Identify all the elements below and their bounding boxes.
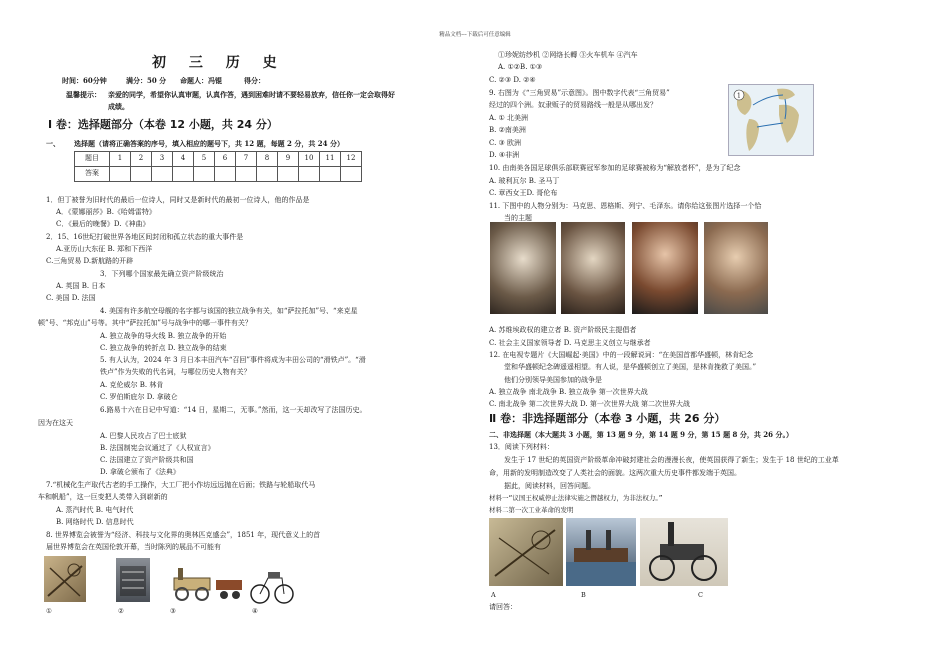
- question-line: 顿”号、“邦克山”号等。其中“萨拉托加”号与战争中的哪一事件有关？: [38, 319, 252, 327]
- question-line: A. ① 北美洲: [489, 114, 529, 122]
- q13-label: 13．阅读下列材料：: [489, 443, 554, 451]
- question-line: A. 独立战争的导火线 B. 独立战争的开始: [100, 332, 227, 340]
- q13-para-2: 命，用新的发明制造改变了人类社会的面貌。这两次重大历史事件都发端于英国。: [489, 469, 741, 477]
- question-line: C. 美国 D. 法国: [46, 294, 96, 302]
- question-line: A. 苏维埃政权的建立者 B. 资产阶级民主提倡者: [489, 326, 637, 334]
- answer-cell[interactable]: [194, 167, 215, 182]
- question-line: C. ②③ D. ②④: [489, 76, 536, 84]
- question-line: 1．但丁被誉为旧时代的最后一位诗人，同时又是新时代的最初一位诗人，他的作品是: [46, 196, 310, 204]
- answer-cell[interactable]: [341, 167, 362, 182]
- tip-label: 温馨提示：: [66, 90, 101, 99]
- answer-cell[interactable]: [110, 167, 131, 182]
- answer-cell[interactable]: [299, 167, 320, 182]
- mao-portrait: [704, 222, 768, 314]
- invention-b-image: [566, 518, 636, 586]
- image-label: ③: [170, 607, 176, 615]
- question-line: A. 独立战争 南北战争 B. 独立战争 第一次世界大战: [489, 388, 648, 396]
- answer-num: 6: [215, 152, 236, 167]
- marx-portrait: [490, 222, 556, 314]
- question-line: A. 英国 B. 日本: [56, 282, 106, 290]
- part1-sub-text: 选择题（请将正确答案的序号，填入相应的题号下，共 12 题，每题 2 分，共 24 分）: [74, 139, 344, 148]
- question-line: 11. 下图中的人物分别为：马克思、恩格斯、列宁、毛泽东。请你给这张图片选择一个恰: [489, 202, 762, 210]
- question-line: 3．下列哪个国家最先确立资产阶级统治: [100, 270, 224, 278]
- answer-table: [74, 151, 362, 182]
- question-line: 7.“机械化生产取代古老的手工操作，大工厂把小作坊远远抛在后面；铁路与轮船取代马: [46, 481, 316, 489]
- question-line: C．《最后的晚餐》D.《神曲》: [56, 220, 150, 228]
- question-line: ①珍妮纺纱机 ②网络长轉 ③火车机车 ④汽车: [498, 51, 638, 59]
- question-line: 6.路易十六在日记中写道：“14 日，星期二，无事。”然而，这一天却改写了法国历史。: [100, 406, 367, 414]
- question-line: 经过的四个洲。奴隶贩子的贸易路线一般是从哪出发？: [489, 101, 657, 109]
- exam-time: 时间：60分钟: [62, 76, 107, 85]
- q13-ask: 请回答：: [489, 603, 517, 611]
- q13-para-3: 据此，阅读材料，回答问题。: [504, 482, 595, 490]
- answer-num: 7: [236, 152, 257, 167]
- engels-portrait: [561, 222, 625, 314]
- question-line: C.三角贸易 D.新航路的开辟: [46, 257, 134, 265]
- answer-cell[interactable]: [152, 167, 173, 182]
- part1-heading: Ⅰ 卷：选择题部分（本卷 12 小题，共 24 分）: [48, 118, 278, 131]
- answer-table-answer-row: [75, 167, 362, 182]
- question-line: B. 网络时代 D. 信息时代: [56, 518, 134, 526]
- question-line: 10. 由南美各国足球俱乐部联赛冠军参加的足球赛被称为“解放者杯”，是为了纪念: [489, 164, 741, 172]
- q13-para-1: 发生于 17 世纪的英国资产阶级革命冲破封建社会的漫漫长夜，使英国获得了新生；发生于 18 世纪的工业革: [504, 456, 839, 464]
- answer-cell[interactable]: [257, 167, 278, 182]
- answer-num: 5: [194, 152, 215, 167]
- invention-label-a: A: [491, 591, 496, 599]
- part2-sub: 二、非选择题（本大题共 3 小题，第 13 题 9 分，第 14 题 9 分，第 15 题 8 分，共 26 分。）: [489, 430, 793, 439]
- answer-num: 3: [152, 152, 173, 167]
- exam-got: 得分：: [244, 76, 265, 85]
- question-line: A．《蒙娜丽莎》B.《哈姆雷特》: [56, 208, 156, 216]
- answer-cell[interactable]: [215, 167, 236, 182]
- tip-text-1: 亲爱的同学，希望你认真审题，认真作答，遇到困难时请不要轻易放弃，信任你一定会取得好: [108, 90, 395, 99]
- answer-table-head: 题目: [75, 152, 110, 167]
- question-line: C. 章西女王D. 哥伦布: [489, 189, 558, 197]
- question-line: 车和帆船”，这一巨变把人类带入到崭新的: [38, 493, 168, 501]
- answer-num: 8: [257, 152, 278, 167]
- invention-c-image: [640, 518, 728, 586]
- answer-num: 4: [173, 152, 194, 167]
- page-title: 初 三 历 史: [152, 55, 286, 71]
- answer-num: 11: [320, 152, 341, 167]
- question-line: D. 拿破仑颁布了《法典》: [100, 468, 180, 476]
- question-line: A.亚历山大东征 B. 郑和下西洋: [56, 245, 153, 253]
- question-line: 2．15、16世纪打破世界各地区间封闭和孤立状态的重大事件是: [46, 233, 244, 241]
- question-line: 9. 右图为《“三角贸易”示意图》。图中数字代表“三角贸易”: [489, 89, 670, 97]
- question-line: 当的主题: [504, 214, 532, 222]
- triangle-trade-map: [728, 84, 814, 156]
- question-line: 因为在这天: [38, 419, 73, 427]
- invention-a-image: [489, 518, 563, 586]
- question-line: A. 玻利瓦尔 B. 圣马丁: [489, 177, 560, 185]
- answer-cell[interactable]: [131, 167, 152, 182]
- image-label: ②: [118, 607, 124, 615]
- question-line: C. 南北战争 第二次世界大战 D. 第一次世界大战 第二次世界大战: [489, 400, 691, 408]
- image-label: ④: [252, 607, 258, 615]
- invention-label-c: C: [698, 591, 703, 599]
- spinning-jenny-image: [44, 556, 86, 602]
- question-line: A. ①②B. ①③: [498, 63, 543, 71]
- question-line: 5. 有人认为，2024 年 3 月日本丰田汽车“召回”事件将成为丰田公司的“滑铁卢”。“滑: [100, 356, 366, 364]
- answer-cell[interactable]: [236, 167, 257, 182]
- exam-author: 命题人：冯锟: [180, 76, 222, 85]
- question-line: A. 巴黎人民攻占了巴士底狱: [100, 432, 187, 440]
- question-line: 8. 世界博览会被誉为“经济、科技与文化界的奥林匹克盛会”，1851 年，现代意义上的首: [46, 531, 321, 539]
- answer-cell[interactable]: [320, 167, 341, 182]
- question-line: B. ②南美洲: [489, 126, 526, 134]
- material-1: 材料一“议国王权威停止法律实施之僭越权力，为非法权力。”: [489, 494, 663, 502]
- question-line: 他们分别领导美国参加的战争是: [504, 376, 602, 384]
- answer-num: 1: [110, 152, 131, 167]
- image-label: ①: [46, 607, 52, 615]
- question-line: C. 法国建立了资产阶级共和国: [100, 456, 194, 464]
- question-line: 铁卢”作为失败的代名词，与哪位历史人物有关？: [100, 368, 251, 376]
- part2-heading: Ⅱ 卷：非选择题部分（本卷 3 小题，共 26 分）: [489, 412, 726, 425]
- question-line: B. 法国制宪会议通过了《人权宣言》: [100, 444, 215, 452]
- question-line: A. 克伦威尔 B. 林肯: [100, 381, 164, 389]
- answer-table-answer-label: 答案: [75, 167, 110, 182]
- question-line: D. ④非洲: [489, 151, 520, 159]
- answer-num: 12: [341, 152, 362, 167]
- question-line: 4. 美国有许多航空母舰的名字都与该国的独立战争有关，如“萨拉托加”号、“来克星: [100, 307, 358, 315]
- lenin-portrait: [632, 222, 698, 314]
- network-image: [116, 558, 150, 602]
- locomotive-image: [168, 566, 248, 602]
- answer-cell[interactable]: [173, 167, 194, 182]
- exam-score: 满分：50 分: [126, 76, 167, 85]
- question-line: 届世界博览会在英国伦敦开幕，当时陈列的展品不可能有: [46, 543, 221, 551]
- svg-text:1: 1: [737, 92, 741, 100]
- invention-label-b: B: [581, 591, 586, 599]
- early-car-image: [250, 556, 294, 606]
- question-line: C. ③ 欧洲: [489, 139, 522, 147]
- answer-num: 9: [278, 152, 299, 167]
- answer-num: 2: [131, 152, 152, 167]
- header-note: 精品文档---下载后可任意编辑: [439, 32, 511, 38]
- answer-table-head-row: [75, 152, 362, 167]
- tip-text-2: 成绩。: [108, 102, 129, 111]
- question-line: C. 独立战争的转折点 D. 独立战争的结束: [100, 344, 227, 352]
- question-line: 堂和华盛顿纪念碑遥遥相望。有人说，是华盛顿创立了美国，是林肯挽救了美国。”: [504, 363, 757, 371]
- part1-sub-num: 一、: [46, 139, 60, 148]
- question-line: C. 社会主义国家领导者 D. 马克思主义创立与继承者: [489, 339, 651, 347]
- question-line: A. 蒸汽时代 B. 电气时代: [56, 506, 134, 514]
- material-2: 材料二第一次工业革命的发明: [489, 506, 574, 514]
- answer-cell[interactable]: [278, 167, 299, 182]
- question-line: 12. 在电视专题片《大国崛起·美国》中的一段解说词：“在美国首都华盛顿，林肯纪念: [489, 351, 754, 359]
- answer-num: 10: [299, 152, 320, 167]
- question-line: C. 罗伯斯庇尔 D. 拿破仑: [100, 393, 178, 401]
